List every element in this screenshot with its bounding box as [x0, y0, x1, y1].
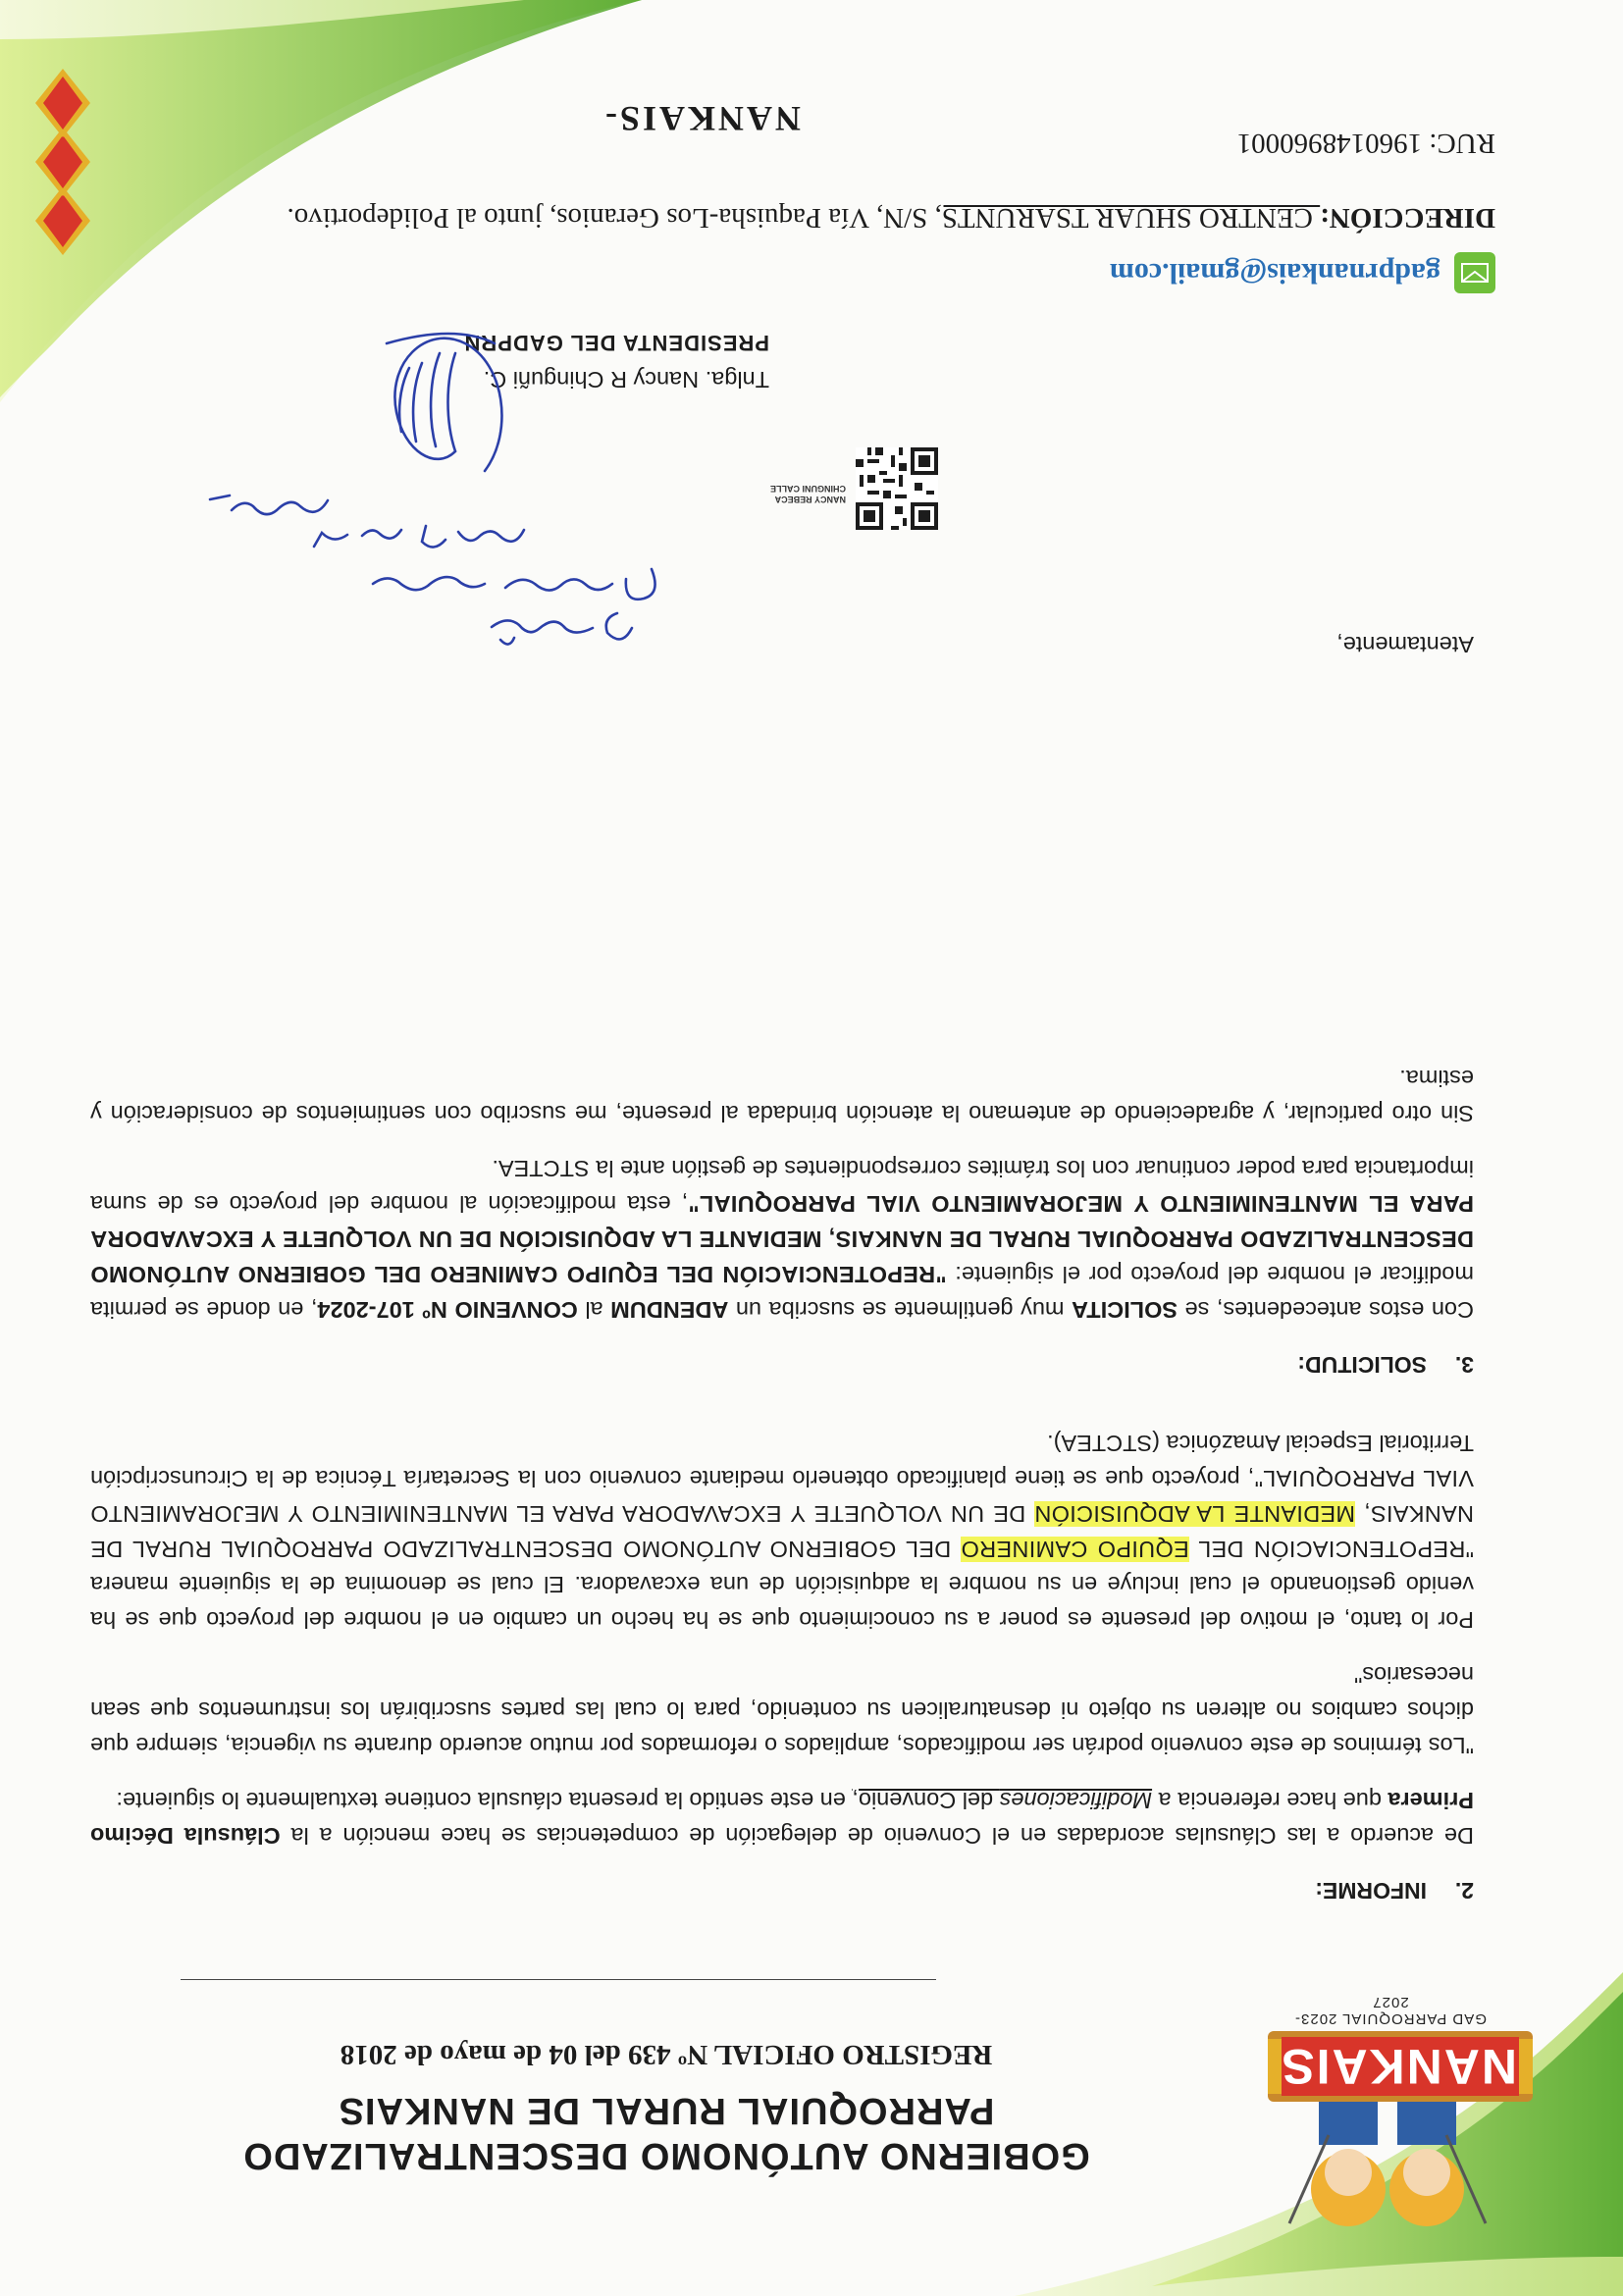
ruc-number: RUC: 1960148960001: [1236, 128, 1495, 159]
section-3-paragraph-2: Sin otro particular, y agradeciendo de antemano la atención brindada al presente, me suscribo con sentimientos de consideración y estima.: [90, 1066, 1474, 1126]
nankais-logo: [1250, 1953, 1554, 2149]
registry-line: REGISTRO OFICIAL Nº 439 del 04 de mayo de 2018: [340, 2039, 993, 2070]
header-title-line1: GOBIERNO AUTÓNOMO DESCENTRALIZADO: [242, 2135, 1090, 2176]
email-row: [1110, 251, 1495, 294]
address-line: DIRECCIÓN: CENTRO SHUAR TSARUNTS, S/N, Vía Paquisha-Los Geranios, junto al Polideportivo.: [287, 202, 1495, 234]
section-3-paragraph-1: Con estos antecedentes, se SOLICITA muy gentilmente se suscriba un ADENDUM al CONVENIO Nº 107-2024, en donde se permita modificar el nombre del proyecto por el siguiente: "REPOTENCIACIÓN DEL EQUIPO CAMINERO DEL GOBIERNO AUTÓNOMO DESCENTRALIZADO PARROQUIAL RURAL DE NANKAIS, MEDIANTE LA ADQUISICIÓN DE UN VOLQUETE Y EXCAVADORA PARA EL MANTENIMIENTO Y MEJORAMIENTO VIAL PARROQUIAL", esta modificación al nombre del proyecto es de suma importancia para poder continuar con los trámites correspondientes de gestión ante la STCTEA.: [89, 1156, 1474, 1323]
mail-icon: [1454, 252, 1495, 293]
closing-salutation: Atentamente,: [1336, 632, 1474, 657]
figures-illustration: [1280, 2096, 1495, 2243]
header-divider: [181, 1979, 936, 1980]
section-2-paragraph-1: De acuerdo a las Cláusulas acordadas en el Convenio de delegación de competencias se hace mención a la Cláusula Décimo Primera que hace referencia a Modificaciones del Convenio, en este sentido la presenta cláusula contiene textualmente lo siguiente:: [90, 1788, 1474, 1849]
section-2-title: 2.INFORME:: [1315, 1878, 1474, 1904]
section-2-paragraph-2: Por lo tanto, el motivo del presente es poner a su conocimiento que se ha hecho un cambio en el nombre del proyecto que se ha venido gestionando el cual incluye en su nombre la adquisición de una excavadora. El cual se denomina de la siguiente manera "REPOTENCIACIÓN DEL EQUIPO CAMINERO DEL GOBIERNO AUTÓNOMO DESCENTRALIZADO PARROQUIAL RURAL DE NANKAIS, MEDIANTE LA ADQUISICIÓN DE UN VOLQUETE Y EXCAVADORA PARA EL MANTENIMIENTO Y MEJORAMIENTO VIAL PARROQUIAL", proyecto que se tiene planificado obtenerlo mediante convenio con la Secretaría Técnica de la Circunscripción Territorial Especial Amazónica (STCTEA).: [90, 1431, 1474, 1633]
section-3-title: 3.SOLICITUD:: [1297, 1352, 1474, 1378]
qr-code-icon: [856, 447, 938, 530]
logo-caption: GAD PARROQUIAL 2023-2027: [1294, 1994, 1487, 2027]
signer-name: Tnlga. Nancy R Chinguñi C.: [483, 367, 769, 392]
diamond-ornament: [35, 69, 90, 255]
highlight-mediante-adquisicion: MEDIANTE LA ADQUISICIÓN: [1034, 1501, 1356, 1527]
letter-body: [90, 1061, 1474, 1908]
clause-quote: "Los términos de este convenio podrán ser modificados, ampliados o reformados por mutuo acuerdo durante su vigencia, siempre que dichos cambios no alteren su objeto ni desnaturalicen su contenido, para lo cual las partes suscribirán los instrumentos que sean necesarios": [90, 1662, 1474, 1758]
footer-brand: NANKAIS-: [602, 99, 801, 138]
header-title-line2: PARROQUIAL RURAL DE NANKAIS: [338, 2090, 995, 2131]
highlight-equipo-caminero: EQUIPO CAMINERO: [961, 1537, 1189, 1562]
logo-wordmark: NANKAIS: [1280, 2039, 1517, 2094]
email-address[interactable]: gadprnankais@gmail.com: [1109, 257, 1440, 289]
letterhead: [112, 2038, 1221, 2178]
signer-title: PRESIDENTA DEL GADPRN: [463, 331, 769, 355]
qr-signer-caption: NANCY REBECA CHINGUNI CALLE: [770, 484, 846, 504]
